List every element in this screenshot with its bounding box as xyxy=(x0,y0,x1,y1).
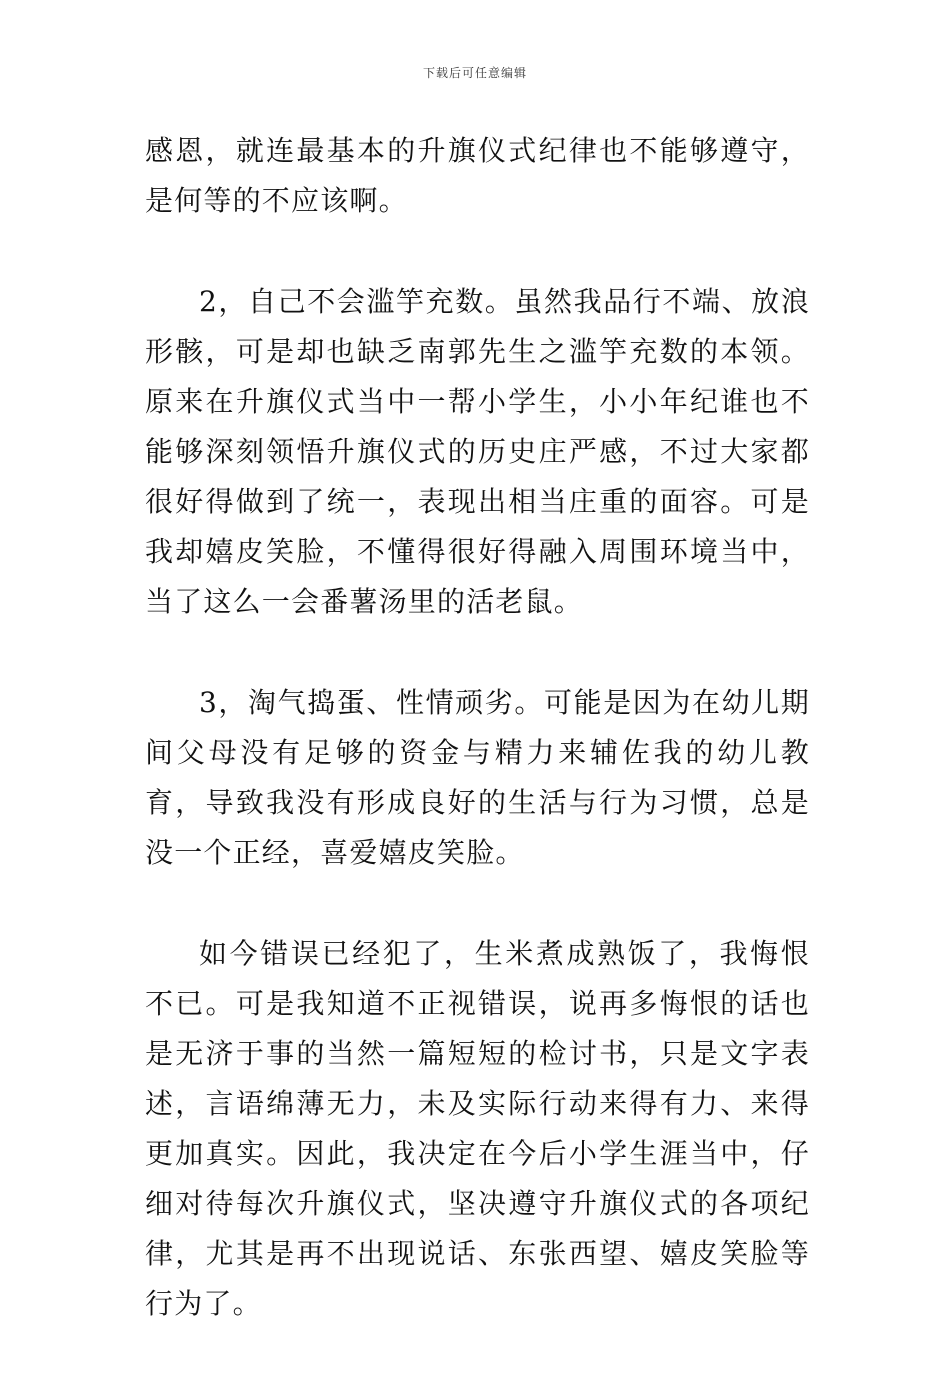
paragraph-conclusion: 如今错误已经犯了，生米煮成熟饭了，我悔恨不已。可是我知道不正视错误，说再多悔恨的话也是无济于事的当然一篇短短的检讨书，只是文字表述，言语绵薄无力，未及实际行动来得有力、来得更加真实。因此，我决定在今后小学生涯当中，仔细对待每次升旗仪式，坚决遵守升旗仪式的各项纪律，尤其是再不出现说话、东张西望、嬉皮笑脸等行为了。 xyxy=(145,937,810,1320)
document-body xyxy=(145,126,810,1380)
paragraph-continuation: 感恩，就连最基本的升旗仪式纪律也不能够遵守，是何等的不应该啊。 xyxy=(145,134,810,217)
paragraph-point-3: 3，淘气捣蛋、性情顽劣。可能是因为在幼儿期间父母没有足够的资金与精力来辅佐我的幼儿教育，导致我没有形成良好的生活与行为习惯，总是没一个正经，喜爱嬉皮笑脸。 xyxy=(145,686,810,869)
paragraph-point-2: 2，自己不会滥竽充数。虽然我品行不端、放浪形骸，可是却也缺乏南郭先生之滥竽充数的本领。原来在升旗仪式当中一帮小学生，小小年纪谁也不能够深刻领悟升旗仪式的历史庄严感，不过大家都很好得做到了统一，表现出相当庄重的面容。可是我却嬉皮笑脸，不懂得很好得融入周围环境当中，当了这么一会番薯汤里的活老鼠。 xyxy=(145,285,810,618)
page-header: 下载后可任意编辑 xyxy=(422,66,527,80)
